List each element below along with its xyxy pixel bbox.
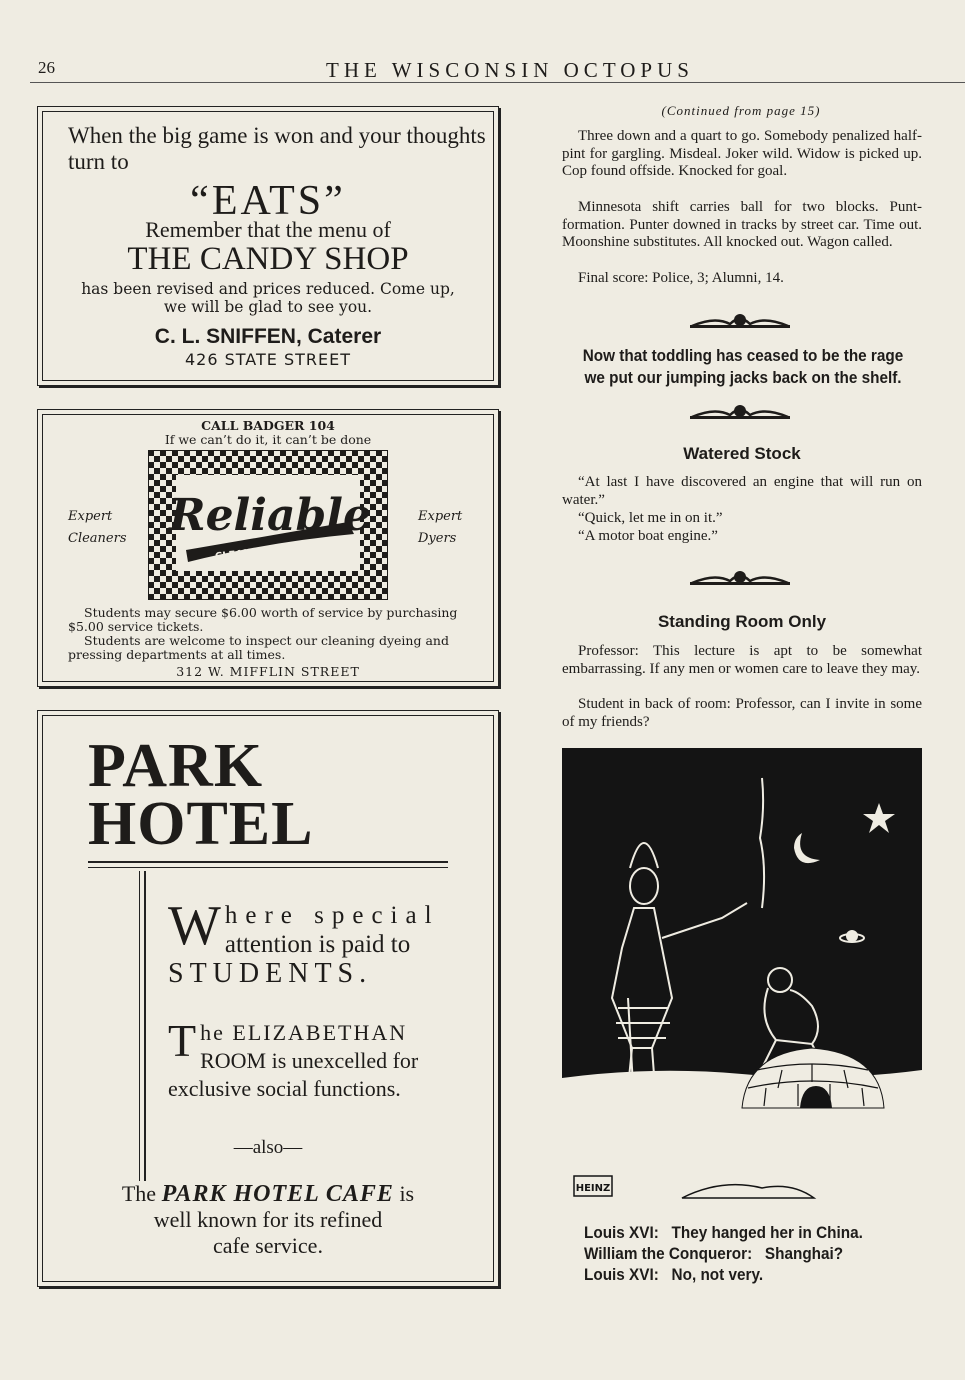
- side-rule: [139, 871, 140, 1181]
- drop-cap-w: W: [168, 895, 221, 957]
- park-hotel-title: [88, 732, 314, 858]
- title-line-2: HOTEL: [88, 790, 314, 858]
- standing-line-1: Professor: This lecture is apt to be somewhat embarrassing. If any men or women care to leave they may.: [562, 643, 922, 677]
- eats-heading: “EATS”: [190, 178, 346, 224]
- shop-address: 426 STATE STREET: [184, 350, 352, 369]
- shop-name: THE CANDY SHOP: [127, 241, 409, 277]
- side-rule-thick: [144, 871, 146, 1181]
- students-paragraph: [168, 895, 458, 989]
- title-rule-thin: [88, 867, 448, 868]
- caterer-name: C. L. SNIFFEN, Caterer: [154, 325, 382, 348]
- where-line-3: STUDENTS.: [168, 958, 373, 989]
- right-label-line-1: Expert: [418, 509, 463, 524]
- continued-note: (Continued from page 15): [661, 103, 821, 118]
- game-paragraph-1: Three down and a quart to go. Somebody penalized half-pint for gargling. Misdeal. Joker wild. Widow is picked up. Cop found offside. Knocked for goal.: [562, 128, 922, 179]
- reliable-logo: [148, 450, 388, 600]
- cartoon-illustration: [562, 748, 922, 1208]
- cafe-line-2: well known for its refined: [153, 1207, 383, 1232]
- cafe-name: PARK HOTEL CAFE: [161, 1181, 394, 1207]
- ornament-divider: [690, 403, 790, 423]
- standing-line-2: Student in back of room: Professor, can I invite in some of my friends?: [562, 696, 922, 730]
- ornament-divider: [690, 312, 790, 332]
- cafe-paragraph: [38, 1181, 498, 1259]
- cafe-pre: The: [121, 1181, 157, 1206]
- left-label-line-2: Cleaners: [68, 531, 127, 546]
- ad-intro-text: When the big game is won and your thoughts turn to: [68, 123, 486, 174]
- left-service-label: [68, 506, 127, 550]
- logo-word: Reliable: [169, 490, 371, 541]
- eliz-line-1: he ELIZABETHAN: [200, 1020, 408, 1045]
- elizabethan-paragraph: [168, 1015, 468, 1103]
- where-line-2: attention is paid to: [224, 931, 411, 958]
- right-service-label: [418, 506, 462, 550]
- header-rule: [30, 82, 965, 83]
- cartoon-signature: HEINZ: [575, 1183, 611, 1194]
- phone-call-text: CALL BADGER 104: [201, 418, 335, 433]
- where-line-1: here special: [224, 902, 440, 929]
- candy-shop-ad: [37, 106, 499, 386]
- watered-line-3: “A motor boat engine.”: [578, 528, 718, 544]
- park-hotel-ad: [37, 710, 499, 1287]
- cafe-line-3: cafe service.: [213, 1233, 323, 1258]
- left-label-line-1: Expert: [68, 509, 113, 524]
- toddling-joke: Now that toddling has ceased to be the rage we put our jumping jacks back on the shelf.: [582, 346, 904, 387]
- eliz-line-2: ROOM is unexcelled for: [200, 1048, 419, 1073]
- watered-line-2: “Quick, let me in on it.”: [578, 510, 723, 526]
- caption-line-2: William the Conqueror: Shanghai?: [584, 1244, 844, 1263]
- running-title: THE WISCONSIN OCTOPUS: [326, 58, 694, 82]
- title-line-1: PARK: [88, 732, 264, 800]
- student-offer-line-2: Students are welcome to inspect our cleaning dyeing and pressing departments at all times.: [68, 633, 449, 662]
- standing-room-title: Standing Room Only: [657, 612, 827, 631]
- cleaners-address: 312 W. MIFFLIN STREET: [176, 664, 360, 679]
- also-divider: —also—: [233, 1137, 303, 1158]
- reliable-cleaners-ad: [37, 409, 499, 687]
- logo-sub: CLEANERS & DYERS: [214, 540, 326, 563]
- student-offer: [68, 606, 478, 662]
- ornament-divider: [690, 569, 790, 589]
- slogan-text: If we can’t do it, it can’t be done: [164, 432, 372, 447]
- caption-line-3: Louis XVI: No, not very.: [584, 1265, 764, 1284]
- cartoon-caption: [584, 1222, 908, 1285]
- watered-stock-title: Watered Stock: [683, 444, 801, 463]
- cartoon-drawing: [562, 748, 922, 1208]
- right-label-line-2: Dyers: [418, 531, 457, 546]
- cafe-line-1: [38, 1181, 498, 1207]
- page-number: 26: [38, 58, 55, 77]
- drop-cap-t: T: [168, 1015, 197, 1066]
- student-offer-line-1: Students may secure $6.00 worth of service by purchasing $5.00 service tickets.: [68, 605, 458, 634]
- eliz-line-3: exclusive social functions.: [168, 1076, 401, 1101]
- caption-line-1: Louis XVI: They hanged her in China.: [584, 1223, 863, 1242]
- cafe-post: is: [399, 1181, 415, 1206]
- watered-line-1: “At last I have discovered an engine that will run on water.”: [562, 474, 922, 508]
- remember-text: Remember that the menu of: [145, 217, 391, 242]
- title-rule: [88, 861, 448, 863]
- revised-text: has been revised and prices reduced. Come up, we will be glad to see you.: [81, 280, 455, 316]
- game-paragraph-3: Final score: Police, 3; Alumni, 14.: [578, 270, 784, 286]
- game-paragraph-2: Minnesota shift carries ball for two blocks. Punt-formation. Punter downed in tracks by street car. Time out. Moonshine substitutes. All knocked out. Wagon called.: [562, 199, 922, 250]
